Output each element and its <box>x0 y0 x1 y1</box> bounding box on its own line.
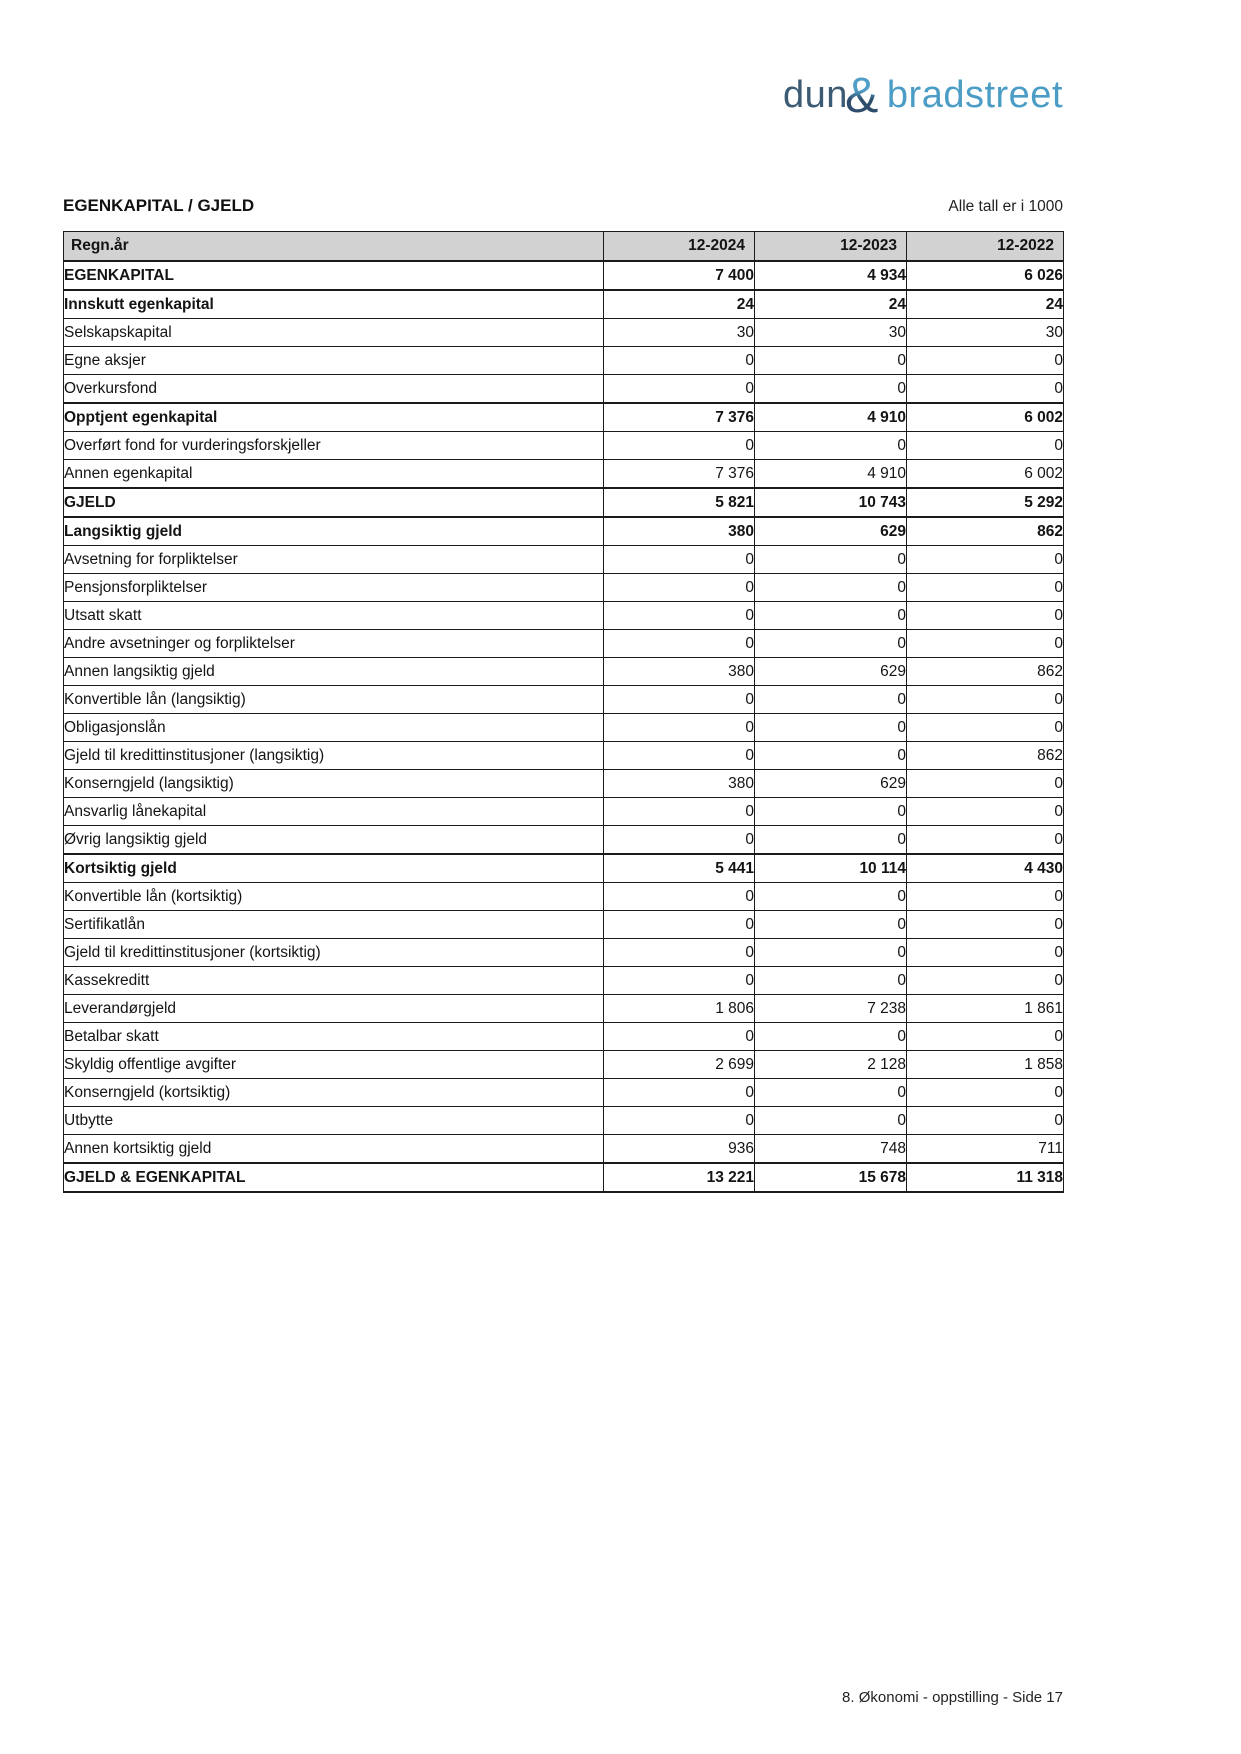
row-label: GJELD & EGENKAPITAL <box>64 1163 604 1192</box>
row-value: 5 441 <box>604 854 755 883</box>
row-value: 15 678 <box>755 1163 907 1192</box>
column-header-year: 12-2024 <box>604 232 755 262</box>
row-value: 0 <box>604 602 755 630</box>
row-value: 0 <box>755 375 907 404</box>
table-row <box>64 1163 1064 1192</box>
row-value: 0 <box>907 602 1064 630</box>
row-value: 0 <box>604 546 755 574</box>
row-value: 10 114 <box>755 854 907 883</box>
table-row <box>64 854 1064 883</box>
row-value: 711 <box>907 1135 1064 1164</box>
units-note: Alle tall er i 1000 <box>948 198 1063 215</box>
row-label: Innskutt egenkapital <box>64 290 604 319</box>
column-header-regnar: Regn.år <box>64 232 604 262</box>
row-value: 0 <box>604 686 755 714</box>
table-row <box>64 1023 1064 1051</box>
row-label: Kassekreditt <box>64 967 604 995</box>
row-value: 7 238 <box>755 995 907 1023</box>
row-value: 2 699 <box>604 1051 755 1079</box>
row-label: Opptjent egenkapital <box>64 403 604 432</box>
row-value: 0 <box>907 798 1064 826</box>
row-label: Konserngjeld (kortsiktig) <box>64 1079 604 1107</box>
row-label: Leverandørgjeld <box>64 995 604 1023</box>
table-row <box>64 261 1064 290</box>
table-header-row <box>64 232 1064 262</box>
row-value: 862 <box>907 742 1064 770</box>
table-row <box>64 630 1064 658</box>
dun-bradstreet-logo <box>783 66 1063 124</box>
table-row <box>64 488 1064 517</box>
row-value: 0 <box>907 630 1064 658</box>
row-value: 11 318 <box>907 1163 1064 1192</box>
row-value: 0 <box>755 1107 907 1135</box>
row-value: 7 400 <box>604 261 755 290</box>
row-label: Obligasjonslån <box>64 714 604 742</box>
row-label: Konvertible lån (kortsiktig) <box>64 883 604 911</box>
row-value: 0 <box>604 1079 755 1107</box>
row-label: Kortsiktig gjeld <box>64 854 604 883</box>
row-value: 0 <box>907 574 1064 602</box>
column-header-year: 12-2022 <box>907 232 1064 262</box>
row-value: 0 <box>755 742 907 770</box>
row-value: 380 <box>604 517 755 546</box>
row-value: 13 221 <box>604 1163 755 1192</box>
row-value: 0 <box>604 574 755 602</box>
row-value: 0 <box>604 1107 755 1135</box>
table-row <box>64 967 1064 995</box>
page-footer: 8. Økonomi - oppstilling - Side 17 <box>842 1689 1063 1706</box>
row-value: 0 <box>755 574 907 602</box>
row-label: Konserngjeld (langsiktig) <box>64 770 604 798</box>
row-value: 30 <box>604 319 755 347</box>
table-row <box>64 1051 1064 1079</box>
row-label: Ansvarlig lånekapital <box>64 798 604 826</box>
row-value: 0 <box>755 686 907 714</box>
row-value: 380 <box>604 770 755 798</box>
table-row <box>64 1079 1064 1107</box>
table-row <box>64 517 1064 546</box>
row-value: 10 743 <box>755 488 907 517</box>
page-title: EGENKAPITAL / GJELD <box>63 196 255 215</box>
row-value: 748 <box>755 1135 907 1164</box>
row-label: Øvrig langsiktig gjeld <box>64 826 604 855</box>
row-value: 0 <box>604 911 755 939</box>
svg-text:&: & <box>844 67 879 122</box>
table-row <box>64 1107 1064 1135</box>
table-row <box>64 290 1064 319</box>
table-row <box>64 742 1064 770</box>
row-value: 0 <box>907 1023 1064 1051</box>
table-row <box>64 347 1064 375</box>
row-value: 0 <box>907 967 1064 995</box>
row-value: 0 <box>755 714 907 742</box>
row-value: 0 <box>604 826 755 855</box>
row-value: 0 <box>907 911 1064 939</box>
row-label: Annen langsiktig gjeld <box>64 658 604 686</box>
row-label: Overkursfond <box>64 375 604 404</box>
table-row <box>64 1135 1064 1164</box>
row-value: 629 <box>755 658 907 686</box>
table-row <box>64 375 1064 404</box>
table-row <box>64 319 1064 347</box>
row-value: 4 430 <box>907 854 1064 883</box>
row-label: Konvertible lån (langsiktig) <box>64 686 604 714</box>
row-value: 6 026 <box>907 261 1064 290</box>
row-value: 0 <box>755 883 907 911</box>
row-value: 0 <box>755 432 907 460</box>
row-value: 0 <box>907 347 1064 375</box>
row-value: 0 <box>755 347 907 375</box>
row-value: 1 858 <box>907 1051 1064 1079</box>
row-value: 0 <box>907 1107 1064 1135</box>
row-value: 0 <box>907 686 1064 714</box>
row-label: EGENKAPITAL <box>64 261 604 290</box>
row-value: 30 <box>907 319 1064 347</box>
row-value: 6 002 <box>907 460 1064 489</box>
row-value: 0 <box>907 826 1064 855</box>
row-label: GJELD <box>64 488 604 517</box>
row-value: 6 002 <box>907 403 1064 432</box>
row-value: 0 <box>755 826 907 855</box>
row-value: 24 <box>755 290 907 319</box>
row-value: 0 <box>604 375 755 404</box>
table-row <box>64 658 1064 686</box>
table-row <box>64 939 1064 967</box>
table-row <box>64 574 1064 602</box>
row-value: 7 376 <box>604 403 755 432</box>
table-row <box>64 602 1064 630</box>
table-row <box>64 883 1064 911</box>
row-value: 0 <box>907 883 1064 911</box>
row-value: 0 <box>755 798 907 826</box>
row-value: 0 <box>907 770 1064 798</box>
row-value: 4 910 <box>755 460 907 489</box>
row-label: Utsatt skatt <box>64 602 604 630</box>
row-value: 0 <box>604 967 755 995</box>
row-value: 0 <box>755 911 907 939</box>
row-value: 0 <box>755 630 907 658</box>
row-label: Pensjonsforpliktelser <box>64 574 604 602</box>
row-value: 1 806 <box>604 995 755 1023</box>
row-value: 0 <box>755 1023 907 1051</box>
table-row <box>64 686 1064 714</box>
row-value: 0 <box>604 1023 755 1051</box>
row-value: 0 <box>755 546 907 574</box>
row-label: Skyldig offentlige avgifter <box>64 1051 604 1079</box>
row-value: 862 <box>907 658 1064 686</box>
row-value: 0 <box>907 939 1064 967</box>
row-value: 862 <box>907 517 1064 546</box>
row-value: 0 <box>907 375 1064 404</box>
row-value: 0 <box>604 347 755 375</box>
row-value: 0 <box>604 939 755 967</box>
table-row <box>64 911 1064 939</box>
row-value: 629 <box>755 517 907 546</box>
row-value: 5 821 <box>604 488 755 517</box>
row-label: Gjeld til kredittinstitusjoner (kortsiktig) <box>64 939 604 967</box>
row-value: 936 <box>604 1135 755 1164</box>
row-value: 4 910 <box>755 403 907 432</box>
row-label: Selskapskapital <box>64 319 604 347</box>
row-value: 0 <box>604 883 755 911</box>
balance-sheet-table <box>63 231 1064 1193</box>
row-label: Avsetning for forpliktelser <box>64 546 604 574</box>
row-value: 0 <box>604 798 755 826</box>
row-value: 2 128 <box>755 1051 907 1079</box>
row-value: 0 <box>907 546 1064 574</box>
row-label: Andre avsetninger og forpliktelser <box>64 630 604 658</box>
row-value: 5 292 <box>907 488 1064 517</box>
row-label: Egne aksjer <box>64 347 604 375</box>
row-value: 0 <box>907 714 1064 742</box>
row-value: 629 <box>755 770 907 798</box>
row-label: Betalbar skatt <box>64 1023 604 1051</box>
table-row <box>64 714 1064 742</box>
row-value: 0 <box>604 742 755 770</box>
row-value: 0 <box>755 967 907 995</box>
title-row <box>63 196 1063 216</box>
row-value: 0 <box>907 1079 1064 1107</box>
row-value: 7 376 <box>604 460 755 489</box>
row-label: Langsiktig gjeld <box>64 517 604 546</box>
row-label: Annen egenkapital <box>64 460 604 489</box>
row-value: 0 <box>604 432 755 460</box>
row-value: 0 <box>907 432 1064 460</box>
logo-text-bradstreet: bradstreet <box>886 74 1063 116</box>
row-value: 24 <box>604 290 755 319</box>
table-row <box>64 460 1064 489</box>
column-header-year: 12-2023 <box>755 232 907 262</box>
row-value: 4 934 <box>755 261 907 290</box>
table-row <box>64 826 1064 855</box>
row-value: 0 <box>755 602 907 630</box>
row-value: 380 <box>604 658 755 686</box>
table-row <box>64 403 1064 432</box>
row-label: Overført fond for vurderingsforskjeller <box>64 432 604 460</box>
row-label: Sertifikatlån <box>64 911 604 939</box>
row-value: 0 <box>604 714 755 742</box>
row-value: 30 <box>755 319 907 347</box>
table-row <box>64 995 1064 1023</box>
logo-text-dun: dun <box>783 74 848 116</box>
table-row <box>64 770 1064 798</box>
row-value: 1 861 <box>907 995 1064 1023</box>
ampersand-icon <box>844 66 890 122</box>
row-value: 24 <box>907 290 1064 319</box>
table-row <box>64 546 1064 574</box>
table-row <box>64 432 1064 460</box>
row-label: Annen kortsiktig gjeld <box>64 1135 604 1164</box>
row-value: 0 <box>604 630 755 658</box>
row-value: 0 <box>755 1079 907 1107</box>
row-label: Utbytte <box>64 1107 604 1135</box>
table-row <box>64 798 1064 826</box>
row-value: 0 <box>755 939 907 967</box>
row-label: Gjeld til kredittinstitusjoner (langsiktig) <box>64 742 604 770</box>
